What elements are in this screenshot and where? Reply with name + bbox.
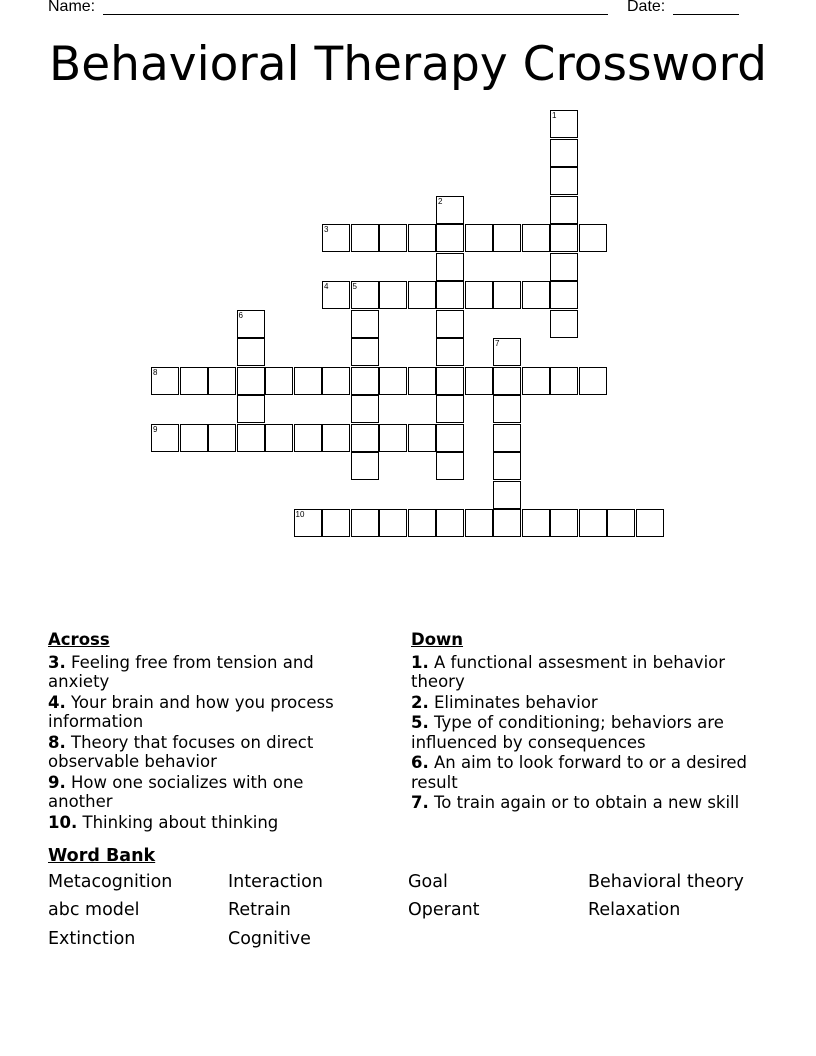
- grid-cell[interactable]: [493, 281, 521, 309]
- grid-cell[interactable]: [493, 367, 521, 395]
- grid-cell[interactable]: [636, 509, 664, 537]
- clue-text: To train again or to obtain a new skill: [434, 793, 740, 812]
- clue-text: A functional assesment in behavior theory: [411, 652, 726, 691]
- grid-cell[interactable]: [237, 338, 265, 366]
- grid-cell[interactable]: [408, 367, 436, 395]
- grid-cell[interactable]: [436, 196, 464, 224]
- clue-text: Eliminates behavior: [434, 692, 598, 712]
- grid-cell[interactable]: [550, 253, 578, 281]
- grid-cell[interactable]: [436, 424, 464, 452]
- grid-cell[interactable]: [522, 367, 550, 395]
- grid-cell[interactable]: [493, 481, 521, 509]
- grid-cell[interactable]: [208, 424, 236, 452]
- clue-across-9: [48, 773, 368, 812]
- grid-cell[interactable]: [151, 367, 179, 395]
- clue-down-7: [411, 793, 761, 813]
- down-heading: Down: [411, 630, 464, 649]
- grid-cell[interactable]: [436, 509, 464, 537]
- grid-cell[interactable]: [493, 424, 521, 452]
- grid-cell[interactable]: [550, 509, 578, 537]
- across-heading: Across: [48, 630, 110, 649]
- grid-cell[interactable]: [294, 367, 322, 395]
- clue-text: Feeling free from tension and anxiety: [48, 652, 314, 691]
- grid-cell[interactable]: [550, 110, 578, 138]
- clue-text: How one socializes with one another: [48, 772, 304, 811]
- grid-cell[interactable]: [294, 509, 322, 537]
- cell-number: 9: [153, 424, 158, 434]
- down-clues: [411, 630, 761, 814]
- grid-cell[interactable]: [550, 224, 578, 252]
- clue-text: An aim to look forward to or a desired result: [411, 753, 748, 792]
- cell-number: 4: [324, 282, 329, 291]
- grid-cell[interactable]: [379, 509, 407, 537]
- grid-cell[interactable]: [436, 395, 464, 423]
- clue-text: Thinking about thinking: [82, 812, 279, 832]
- clue-number: 5.: [411, 713, 429, 732]
- grid-cell[interactable]: [550, 281, 578, 309]
- grid-cell[interactable]: [522, 224, 550, 252]
- grid-cell[interactable]: [322, 281, 350, 309]
- grid-cell[interactable]: [493, 395, 521, 423]
- clue-down-6: [411, 753, 761, 792]
- grid-cell[interactable]: [237, 395, 265, 423]
- grid-cell[interactable]: [408, 509, 436, 537]
- clue-across-10: [48, 813, 368, 833]
- cell-number: 6: [238, 310, 243, 320]
- clue-down-2: [411, 693, 761, 713]
- date-label: Date:: [627, 0, 666, 15]
- grid-cell[interactable]: [550, 310, 578, 338]
- word-bank-item: Interaction: [228, 872, 323, 892]
- grid-cell[interactable]: [351, 452, 379, 480]
- grid-cell[interactable]: [208, 367, 236, 395]
- grid-cell[interactable]: [436, 452, 464, 480]
- cell-number: 5: [352, 282, 357, 291]
- grid-cell[interactable]: [408, 424, 436, 452]
- clue-number: 1.: [411, 652, 429, 672]
- cell-number: 8: [153, 367, 158, 377]
- grid-cell[interactable]: [265, 424, 293, 452]
- across-clues: [48, 630, 368, 833]
- cell-number: 3: [324, 225, 329, 234]
- clue-number: 6.: [411, 753, 429, 772]
- grid-cell[interactable]: [408, 224, 436, 252]
- grid-cell[interactable]: [351, 424, 379, 452]
- grid-cell[interactable]: [550, 367, 578, 395]
- clue-number: 3.: [48, 652, 66, 672]
- word-bank-item: Extinction: [48, 929, 136, 949]
- grid-cell[interactable]: [151, 424, 179, 452]
- clue-across-4: [48, 693, 368, 732]
- grid-cell[interactable]: [493, 338, 521, 366]
- grid-cell[interactable]: [180, 367, 208, 395]
- word-bank-heading: Word Bank: [48, 846, 156, 866]
- grid-cell[interactable]: [607, 509, 635, 537]
- clue-across-8: [48, 733, 368, 772]
- grid-cell[interactable]: [265, 367, 293, 395]
- word-bank-item: Goal: [408, 872, 448, 892]
- grid-cell[interactable]: [351, 395, 379, 423]
- clue-down-1: [411, 653, 761, 692]
- grid-cell[interactable]: [351, 281, 379, 309]
- grid-cell[interactable]: [550, 139, 578, 167]
- grid-cell[interactable]: [322, 224, 350, 252]
- grid-cell[interactable]: [408, 281, 436, 309]
- grid-cell[interactable]: [436, 367, 464, 395]
- grid-cell[interactable]: [465, 509, 493, 537]
- grid-cell[interactable]: [322, 509, 350, 537]
- grid-cell[interactable]: [294, 424, 322, 452]
- cell-number: 7: [495, 339, 500, 348]
- grid-cell[interactable]: [237, 424, 265, 452]
- grid-cell[interactable]: [493, 509, 521, 537]
- word-bank-item: Metacognition: [48, 872, 173, 892]
- word-bank-item: Relaxation: [588, 900, 681, 920]
- grid-cell[interactable]: [522, 281, 550, 309]
- grid-cell[interactable]: [550, 167, 578, 195]
- grid-cell[interactable]: [322, 367, 350, 395]
- grid-cell[interactable]: [351, 338, 379, 366]
- clue-across-3: [48, 653, 368, 692]
- cell-number: 10: [295, 510, 305, 519]
- grid-cell[interactable]: [579, 367, 607, 395]
- grid-cell[interactable]: [379, 224, 407, 252]
- grid-cell[interactable]: [351, 509, 379, 537]
- grid-cell[interactable]: [436, 253, 464, 281]
- clue-text: Your brain and how you process information: [48, 692, 334, 731]
- grid-cell[interactable]: [237, 367, 265, 395]
- grid-cell[interactable]: [579, 509, 607, 537]
- grid-cell[interactable]: [436, 224, 464, 252]
- grid-cell[interactable]: [493, 452, 521, 480]
- grid-cell[interactable]: [237, 310, 265, 338]
- grid-cell[interactable]: [322, 424, 350, 452]
- grid-cell[interactable]: [180, 424, 208, 452]
- clue-number: 4.: [48, 692, 66, 712]
- cell-number: 1: [552, 111, 557, 120]
- clue-number: 10.: [48, 812, 78, 832]
- grid-cell[interactable]: [379, 367, 407, 395]
- clue-text: Theory that focuses on direct observable behavior: [48, 732, 314, 771]
- grid-cell[interactable]: [379, 281, 407, 309]
- name-label: Name:: [48, 0, 96, 15]
- grid-cell[interactable]: [522, 509, 550, 537]
- grid-cell[interactable]: [436, 338, 464, 366]
- grid-cell[interactable]: [351, 310, 379, 338]
- grid-cell[interactable]: [436, 310, 464, 338]
- clue-number: 2.: [411, 692, 429, 712]
- grid-cell[interactable]: [379, 424, 407, 452]
- cell-number: 2: [438, 196, 443, 206]
- clue-number: 7.: [411, 793, 429, 812]
- grid-cell[interactable]: [493, 224, 521, 252]
- grid-cell[interactable]: [465, 367, 493, 395]
- page-title: Behavioral Therapy Crossword: [49, 37, 767, 92]
- grid-cell[interactable]: [579, 224, 607, 252]
- grid-cell[interactable]: [351, 367, 379, 395]
- word-bank-item: Cognitive: [228, 929, 311, 949]
- grid-cell[interactable]: [465, 281, 493, 309]
- clue-number: 8.: [48, 732, 66, 752]
- grid-cell[interactable]: [550, 196, 578, 224]
- grid-cell[interactable]: [465, 224, 493, 252]
- grid-cell[interactable]: [351, 224, 379, 252]
- clue-number: 9.: [48, 772, 66, 792]
- grid-cell[interactable]: [436, 281, 464, 309]
- word-bank-item: abc model: [48, 900, 140, 920]
- clue-down-5: [411, 713, 761, 752]
- word-bank-item: Retrain: [228, 900, 291, 920]
- clue-text: Type of conditioning; behaviors are influenced by consequences: [411, 713, 724, 752]
- word-bank-item: Operant: [408, 900, 480, 920]
- word-bank-item: Behavioral theory: [588, 872, 744, 892]
